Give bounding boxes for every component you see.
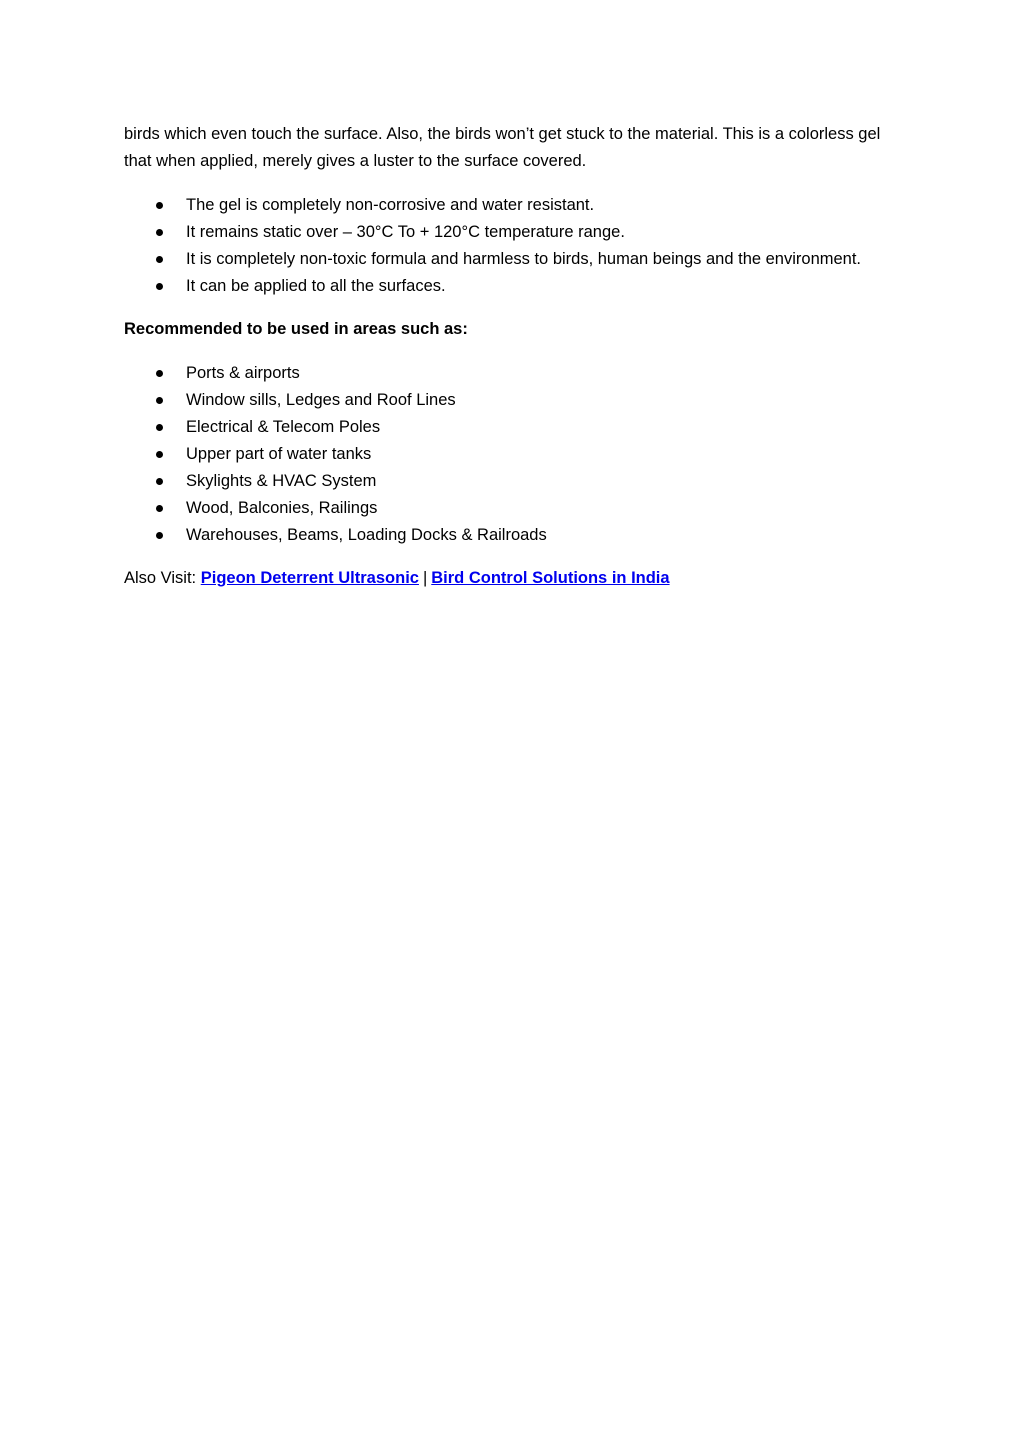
bullet-icon [156,424,163,431]
pigeon-deterrent-link[interactable]: Pigeon Deterrent Ultrasonic [200,569,419,587]
list-item [124,360,899,387]
link-separator: | [422,569,428,587]
list-item [124,192,899,219]
list-item [124,414,899,441]
features-list [124,192,899,300]
also-visit-prefix: Also Visit: [124,569,197,587]
bullet-icon [156,283,163,290]
also-visit-line [124,565,899,592]
list-item [124,468,899,495]
document-body [124,121,899,592]
intro-paragraph: birds which even touch the surface. Also, the birds won’t get stuck to the material. This is a colorless gel that when applied, merely gives a luster to the surface covered. [124,125,881,170]
areas-list [124,360,899,549]
list-item-text: Upper part of water tanks [186,445,372,463]
list-item [124,441,899,468]
list-item [124,219,899,246]
list-item-text: Window sills, Ledges and Roof Lines [186,391,456,409]
list-item [124,495,899,522]
list-item-text: Ports & airports [186,364,300,382]
bullet-icon [156,478,163,485]
bullet-icon [156,451,163,458]
list-item [124,522,899,549]
bullet-icon [156,532,163,539]
list-item-text: It remains static over – 30°C To + 120°C temperature range. [186,223,625,241]
list-item-text: Skylights & HVAC System [186,472,377,490]
list-item-text: Wood, Balconies, Railings [186,499,378,517]
bird-control-link[interactable]: Bird Control Solutions in India [431,569,670,587]
list-item [124,246,899,273]
bullet-icon [156,370,163,377]
bullet-icon [156,256,163,263]
list-item-text: It can be applied to all the surfaces. [186,277,446,295]
list-item [124,387,899,414]
bullet-icon [156,505,163,512]
list-item [124,273,899,300]
bullet-icon [156,397,163,404]
list-item-text: The gel is completely non-corrosive and water resistant. [186,196,595,214]
recommended-heading: Recommended to be used in areas such as: [124,320,468,338]
bullet-icon [156,202,163,209]
bullet-icon [156,229,163,236]
list-item-text: It is completely non-toxic formula and harmless to birds, human beings and the environment. [186,250,862,268]
list-item-text: Warehouses, Beams, Loading Docks & Railroads [186,526,547,544]
list-item-text: Electrical & Telecom Poles [186,418,381,436]
